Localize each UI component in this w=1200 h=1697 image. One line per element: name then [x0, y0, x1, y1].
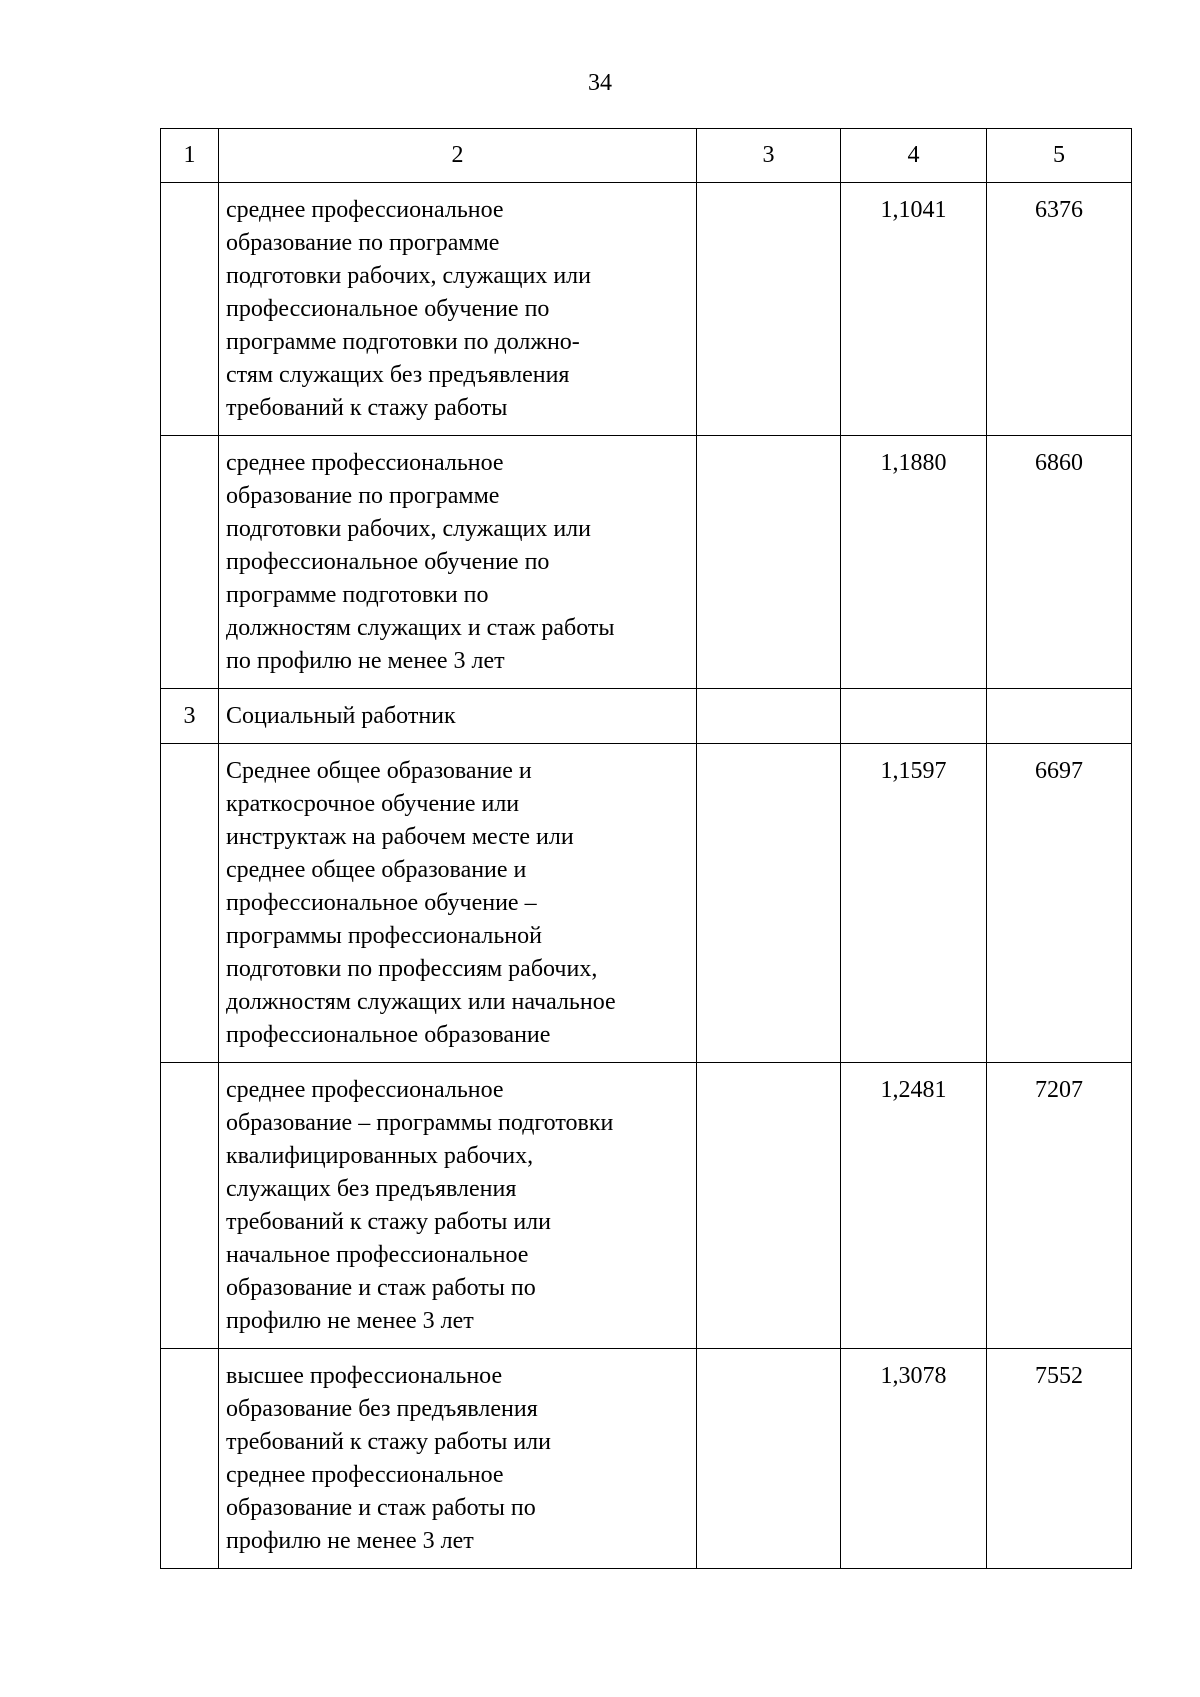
qualification-line: подготовки рабочих, служащих или	[226, 263, 591, 289]
qualification-line: должностям служащих или начальное	[226, 989, 616, 1015]
empty-cell-col3	[697, 689, 841, 744]
table-header-row	[161, 129, 1132, 183]
position-title: Социальный работник	[226, 703, 456, 729]
table-row	[161, 436, 1132, 689]
header-cell-1: 1	[161, 129, 219, 183]
qualification-line: по профилю не менее 3 лет	[226, 648, 505, 674]
empty-cell-col3	[697, 436, 841, 689]
qualification-line: высшее профессиональное	[226, 1363, 503, 1389]
coefficient-cell	[841, 689, 987, 744]
row-number-cell	[161, 744, 219, 1063]
table-row	[161, 183, 1132, 436]
coefficient-cell: 1,2481	[841, 1063, 987, 1349]
qualification-line: должностям служащих и стаж работы	[226, 615, 615, 641]
qualification-line: требований к стажу работы или	[226, 1209, 551, 1235]
qualification-line: программе подготовки по	[226, 582, 489, 608]
qualification-line: начальное профессиональное	[226, 1242, 529, 1268]
qualification-line: профессиональное образование	[226, 1022, 551, 1048]
qualification-line: профессиональное обучение по	[226, 296, 550, 322]
qualification-line: образование без предъявления	[226, 1396, 538, 1422]
amount-cell	[987, 689, 1132, 744]
qualification-line: служащих без предъявления	[226, 1176, 517, 1202]
header-cell-3: 3	[697, 129, 841, 183]
qualification-line: образование по программе	[226, 483, 500, 509]
qualification-line: квалифицированных рабочих,	[226, 1143, 534, 1169]
amount-cell: 6376	[987, 183, 1132, 436]
row-number-cell	[161, 1063, 219, 1349]
qualification-line: подготовки по профессиям рабочих,	[226, 956, 598, 982]
qualification-line: среднее общее образование и	[226, 857, 527, 883]
qualification-line: инструктаж на рабочем месте или	[226, 824, 574, 850]
qualification-line: профессиональное обучение –	[226, 890, 537, 916]
qualification-line: образование и стаж работы по	[226, 1275, 536, 1301]
row-number-cell	[161, 183, 219, 436]
empty-cell-col3	[697, 183, 841, 436]
page-number: 34	[588, 70, 612, 96]
header-cell-5: 5	[987, 129, 1132, 183]
table-row	[161, 1063, 1132, 1349]
position-title-cell	[219, 689, 697, 744]
qualification-line: профилю не менее 3 лет	[226, 1308, 474, 1334]
row-number-cell	[161, 1349, 219, 1569]
qualification-cell	[219, 1349, 697, 1569]
qualification-cell	[219, 744, 697, 1063]
qualification-line: среднее профессиональное	[226, 197, 504, 223]
qualification-line: среднее профессиональное	[226, 450, 504, 476]
qualification-line: среднее профессиональное	[226, 1077, 504, 1103]
qualification-line: краткосрочное обучение или	[226, 791, 520, 817]
qualification-line: программе подготовки по должно-	[226, 329, 580, 355]
coefficient-cell: 1,3078	[841, 1349, 987, 1569]
header-cell-4: 4	[841, 129, 987, 183]
empty-cell-col3	[697, 1349, 841, 1569]
qualification-line: образование и стаж работы по	[226, 1495, 536, 1521]
coefficient-cell: 1,1041	[841, 183, 987, 436]
qualification-line: образование по программе	[226, 230, 500, 256]
row-number-cell	[161, 436, 219, 689]
row-number-cell: 3	[161, 689, 219, 744]
qualification-cell	[219, 436, 697, 689]
table-row-section	[161, 689, 1132, 744]
coefficient-cell: 1,1880	[841, 436, 987, 689]
qualification-line: требований к стажу работы	[226, 395, 508, 421]
amount-cell: 6697	[987, 744, 1132, 1063]
empty-cell-col3	[697, 744, 841, 1063]
qualification-line: образование – программы подготовки	[226, 1110, 614, 1136]
coefficient-cell: 1,1597	[841, 744, 987, 1063]
qualification-line: программы профессиональной	[226, 923, 542, 949]
qualification-cell	[219, 183, 697, 436]
qualification-cell	[219, 1063, 697, 1349]
table-row	[161, 744, 1132, 1063]
qualification-line: стям служащих без предъявления	[226, 362, 570, 388]
qualification-line: среднее профессиональное	[226, 1462, 504, 1488]
qualification-line: Среднее общее образование и	[226, 758, 532, 784]
empty-cell-col3	[697, 1063, 841, 1349]
amount-cell: 7552	[987, 1349, 1132, 1569]
amount-cell: 6860	[987, 436, 1132, 689]
qualification-line: профессиональное обучение по	[226, 549, 550, 575]
qualification-line: подготовки рабочих, служащих или	[226, 516, 591, 542]
header-cell-2: 2	[219, 129, 697, 183]
salary-table	[160, 128, 1132, 1569]
table-row	[161, 1349, 1132, 1569]
qualification-line: профилю не менее 3 лет	[226, 1528, 474, 1554]
amount-cell: 7207	[987, 1063, 1132, 1349]
qualification-line: требований к стажу работы или	[226, 1429, 551, 1455]
